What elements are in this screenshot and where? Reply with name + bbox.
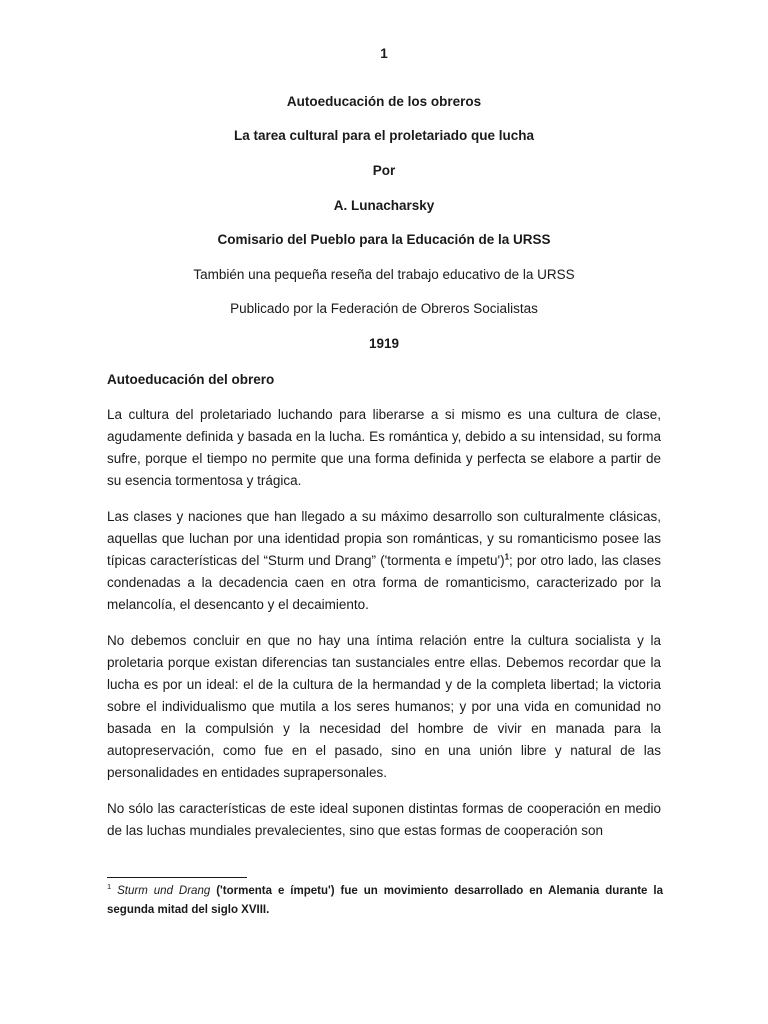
footnote	[107, 882, 663, 920]
footnote-text: ('tormenta e ímpetu') fue un movimiento desarrollado en Alemania durante la segunda mitad del siglo XVIII.	[107, 885, 663, 916]
footnote-marker: 1	[107, 882, 112, 892]
paragraph-4: No sólo las características de este ideal suponen distintas formas de cooperación en medio de las luchas mundiales prevalecientes, sino que estas formas de cooperación son	[107, 801, 661, 838]
paragraph-3: No debemos concluir en que no hay una íntima relación entre la cultura socialista y la proletaria porque existan diferencias tan sustanciales entre ellas. Debemos recordar que la lucha es por un ideal: el de la cultura de la hermandad y de la completa libertad; la victoria sobre el individualismo que mutila a los seres humanos; y por una vida en comunidad no basada en la compulsión y la necesidad del hombre de vivir en manada para la autopreservación, como fue en el pasado, sino en una unión libre y natural de las personalidades en entidades suprapersonales.	[107, 633, 661, 780]
section-heading: Autoeducación del obrero	[107, 372, 275, 387]
author-name: A. Lunacharsky	[333, 198, 435, 213]
paragraph-2	[107, 506, 661, 616]
paragraph-2-text-b: ; por otro lado, las clases condenadas a la decadencia caen en otra forma de romanticismo, caracterizado por la melancolía, el desencanto y el decaimiento.	[107, 553, 661, 612]
document-note: También una pequeña reseña del trabajo educativo de la URSS	[193, 267, 575, 282]
author-role: Comisario del Pueblo para la Educación de la URSS	[217, 232, 551, 247]
publisher-line: Publicado por la Federación de Obreros Socialistas	[230, 301, 538, 316]
footnote-reference[interactable]: 1	[504, 552, 510, 562]
paragraph-1: La cultura del proletariado luchando para liberarse a si mismo es una cultura de clase, agudamente definida y basada en la lucha. Es romántica y, debido a su intensidad, su forma sufre, porque el tiempo no permite que una forma definida y perfecta se elabore a partir de su esencia tormentosa y trágica.	[107, 407, 661, 488]
publication-year: 1919	[368, 336, 400, 351]
document-subtitle: La tarea cultural para el proletariado que lucha	[233, 128, 535, 143]
byline-label: Por	[372, 163, 396, 178]
page-number: 1	[380, 46, 388, 61]
body-text	[107, 404, 661, 842]
document-title: Autoeducación de los obreros	[286, 94, 482, 109]
footnote-divider	[107, 877, 247, 878]
footnote-term: Sturm und Drang	[117, 885, 211, 897]
paragraph-2-text-a: Las clases y naciones que han llegado a su máximo desarrollo son culturalmente clásicas, aquellas que luchan por una identidad propia son románticas, y su romanticismo posee las típicas características del “Sturm und Drang” ('tormenta e ímpetu')	[107, 509, 661, 568]
